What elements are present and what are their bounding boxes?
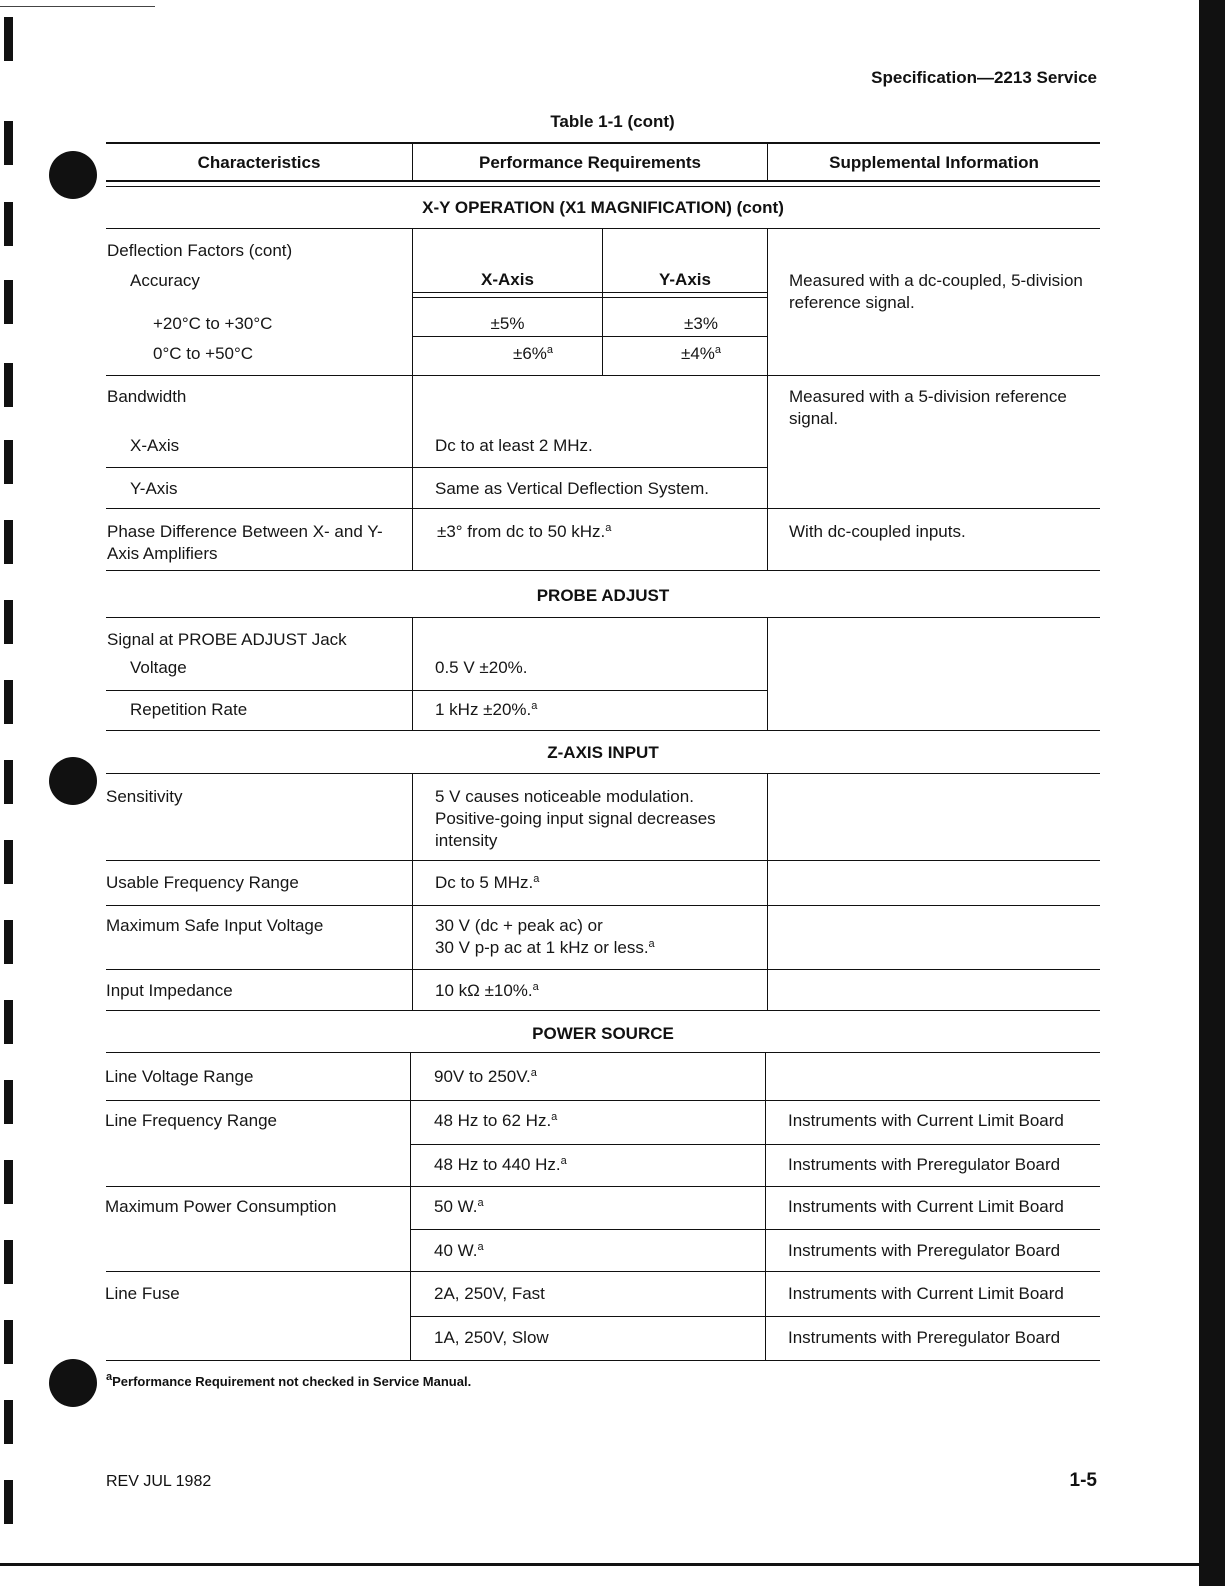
y-accuracy-2: ±4%$^a$ <box>680 344 722 363</box>
line-frequency-note-1: Instruments with Current Limit Board <box>788 1111 1064 1130</box>
binder-bar <box>4 1480 13 1524</box>
binder-bar <box>4 1080 13 1124</box>
bandwidth-note: Measured with a 5-division reference signal. <box>789 387 1067 428</box>
binder-bar <box>4 440 13 484</box>
scan-bottom-border <box>0 1563 1225 1566</box>
punch-hole <box>49 1359 97 1407</box>
x-accuracy-2: ±6%$^a$ <box>512 344 554 363</box>
line-fuse-value-2: 1A, 250V, Slow <box>434 1328 549 1347</box>
column-header-characteristics: Characteristics <box>197 153 321 172</box>
y-axis-subheader: Y-Axis <box>659 270 711 289</box>
binder-bar <box>4 280 13 324</box>
section-title-power: POWER SOURCE <box>532 1024 674 1043</box>
y-accuracy-1: ±3% <box>684 314 718 333</box>
binder-bar <box>4 680 13 724</box>
binder-bar <box>4 920 13 964</box>
x-accuracy-1: ±5% <box>490 314 525 333</box>
z-sensitivity-label: Sensitivity <box>106 787 183 806</box>
bandwidth-label: Bandwidth <box>107 387 187 406</box>
punch-hole <box>49 757 97 805</box>
line-voltage-label: Line Voltage Range <box>105 1067 254 1086</box>
temp-range-1: +20°C to +30°C <box>153 314 273 333</box>
binder-bar <box>4 202 13 246</box>
column-header-performance: Performance Requirements <box>478 153 702 172</box>
z-frequency-value: Dc to 5 MHz.$^a$ <box>435 873 540 892</box>
column-header-supplemental: Supplemental Information <box>829 153 1039 172</box>
probe-rep-rate-label: Repetition Rate <box>130 700 248 719</box>
running-header: Specification—2213 Service <box>871 68 1097 87</box>
line-voltage-value: 90V to 250V.$^a$ <box>434 1067 537 1086</box>
probe-rep-rate-value: 1 kHz ±20%.$^a$ <box>435 700 538 719</box>
max-power-note-2: Instruments with Preregulator Board <box>788 1241 1061 1260</box>
binder-bar <box>4 1320 13 1364</box>
revision-date: REV JUL 1982 <box>106 1473 212 1490</box>
binder-bar <box>4 1000 13 1044</box>
table-footnote: $^a$Performance Requirement not checked in Service Manual. <box>106 1371 472 1389</box>
section-title-xy: X-Y OPERATION (X1 MAGNIFICATION) (cont) <box>422 198 784 217</box>
max-power-value-2: 40 W.$^a$ <box>434 1241 484 1260</box>
probe-voltage-label: Voltage <box>130 658 187 677</box>
line-frequency-label: Line Frequency Range <box>105 1111 278 1130</box>
binder-bar <box>4 1400 13 1444</box>
bandwidth-y-label: Y-Axis <box>130 479 178 498</box>
line-fuse-value-1: 2A, 250V, Fast <box>434 1284 545 1303</box>
z-frequency-label: Usable Frequency Range <box>106 873 299 892</box>
scan-right-border <box>1199 0 1225 1586</box>
z-max-voltage-label: Maximum Safe Input Voltage <box>106 916 324 935</box>
line-frequency-value-1: 48 Hz to 62 Hz.$^a$ <box>434 1111 558 1130</box>
bandwidth-x-value: Dc to at least 2 MHz. <box>435 436 593 455</box>
deflection-factors-label: Deflection Factors (cont) <box>107 241 293 260</box>
probe-signal-label: Signal at PROBE ADJUST Jack <box>107 630 347 649</box>
line-frequency-note-2: Instruments with Preregulator Board <box>788 1155 1061 1174</box>
line-fuse-note-2: Instruments with Preregulator Board <box>788 1328 1061 1347</box>
binder-bar <box>4 1160 13 1204</box>
binder-bar <box>4 363 13 407</box>
scan-edge-line <box>0 6 155 7</box>
binder-bar <box>4 760 13 804</box>
z-impedance-value: 10 kΩ ±10%.$^a$ <box>435 981 539 1000</box>
line-fuse-label: Line Fuse <box>105 1284 180 1303</box>
binder-bar <box>4 520 13 564</box>
binder-bar <box>4 840 13 884</box>
z-impedance-label: Input Impedance <box>106 981 233 1000</box>
section-title-zaxis: Z-AXIS INPUT <box>547 743 659 762</box>
max-power-value-1: 50 W.$^a$ <box>434 1197 484 1216</box>
binder-bar <box>4 17 13 61</box>
z-max-voltage-value-line1: 30 V (dc + peak ac) or <box>435 916 603 935</box>
probe-voltage-value: 0.5 V ±20%. <box>435 658 528 677</box>
accuracy-label: Accuracy <box>130 271 200 290</box>
x-axis-subheader: X-Axis <box>481 270 534 289</box>
temp-range-2: 0°C to +50°C <box>153 344 254 363</box>
max-power-note-1: Instruments with Current Limit Board <box>788 1197 1064 1216</box>
binder-bar <box>4 1240 13 1284</box>
binder-bar <box>4 600 13 644</box>
z-sensitivity-value: 5 V causes noticeable modulation. Positive-going input signal decreases intensity <box>435 787 716 850</box>
line-fuse-note-1: Instruments with Current Limit Board <box>788 1284 1064 1303</box>
punch-hole <box>49 151 97 199</box>
page-number: 1-5 <box>1069 1470 1097 1491</box>
bandwidth-x-label: X-Axis <box>130 436 180 455</box>
line-frequency-value-2: 48 Hz to 440 Hz.$^a$ <box>434 1155 567 1174</box>
phase-difference-label: Phase Difference Between X- and Y-Axis Amplifiers <box>107 522 383 563</box>
table-caption: Table 1-1 (cont) <box>550 112 675 131</box>
z-max-voltage-value-line2: 30 V p-p ac at 1 kHz or less.$^a$ <box>435 938 655 957</box>
section-title-probe: PROBE ADJUST <box>536 586 670 605</box>
phase-difference-value: ±3° from dc to 50 kHz.$^a$ <box>437 522 612 541</box>
phase-difference-note: With dc-coupled inputs. <box>789 522 966 541</box>
accuracy-note: Measured with a dc-coupled, 5-division reference signal. <box>789 271 1083 312</box>
max-power-label: Maximum Power Consumption <box>105 1197 337 1216</box>
bandwidth-y-value: Same as Vertical Deflection System. <box>435 479 710 498</box>
